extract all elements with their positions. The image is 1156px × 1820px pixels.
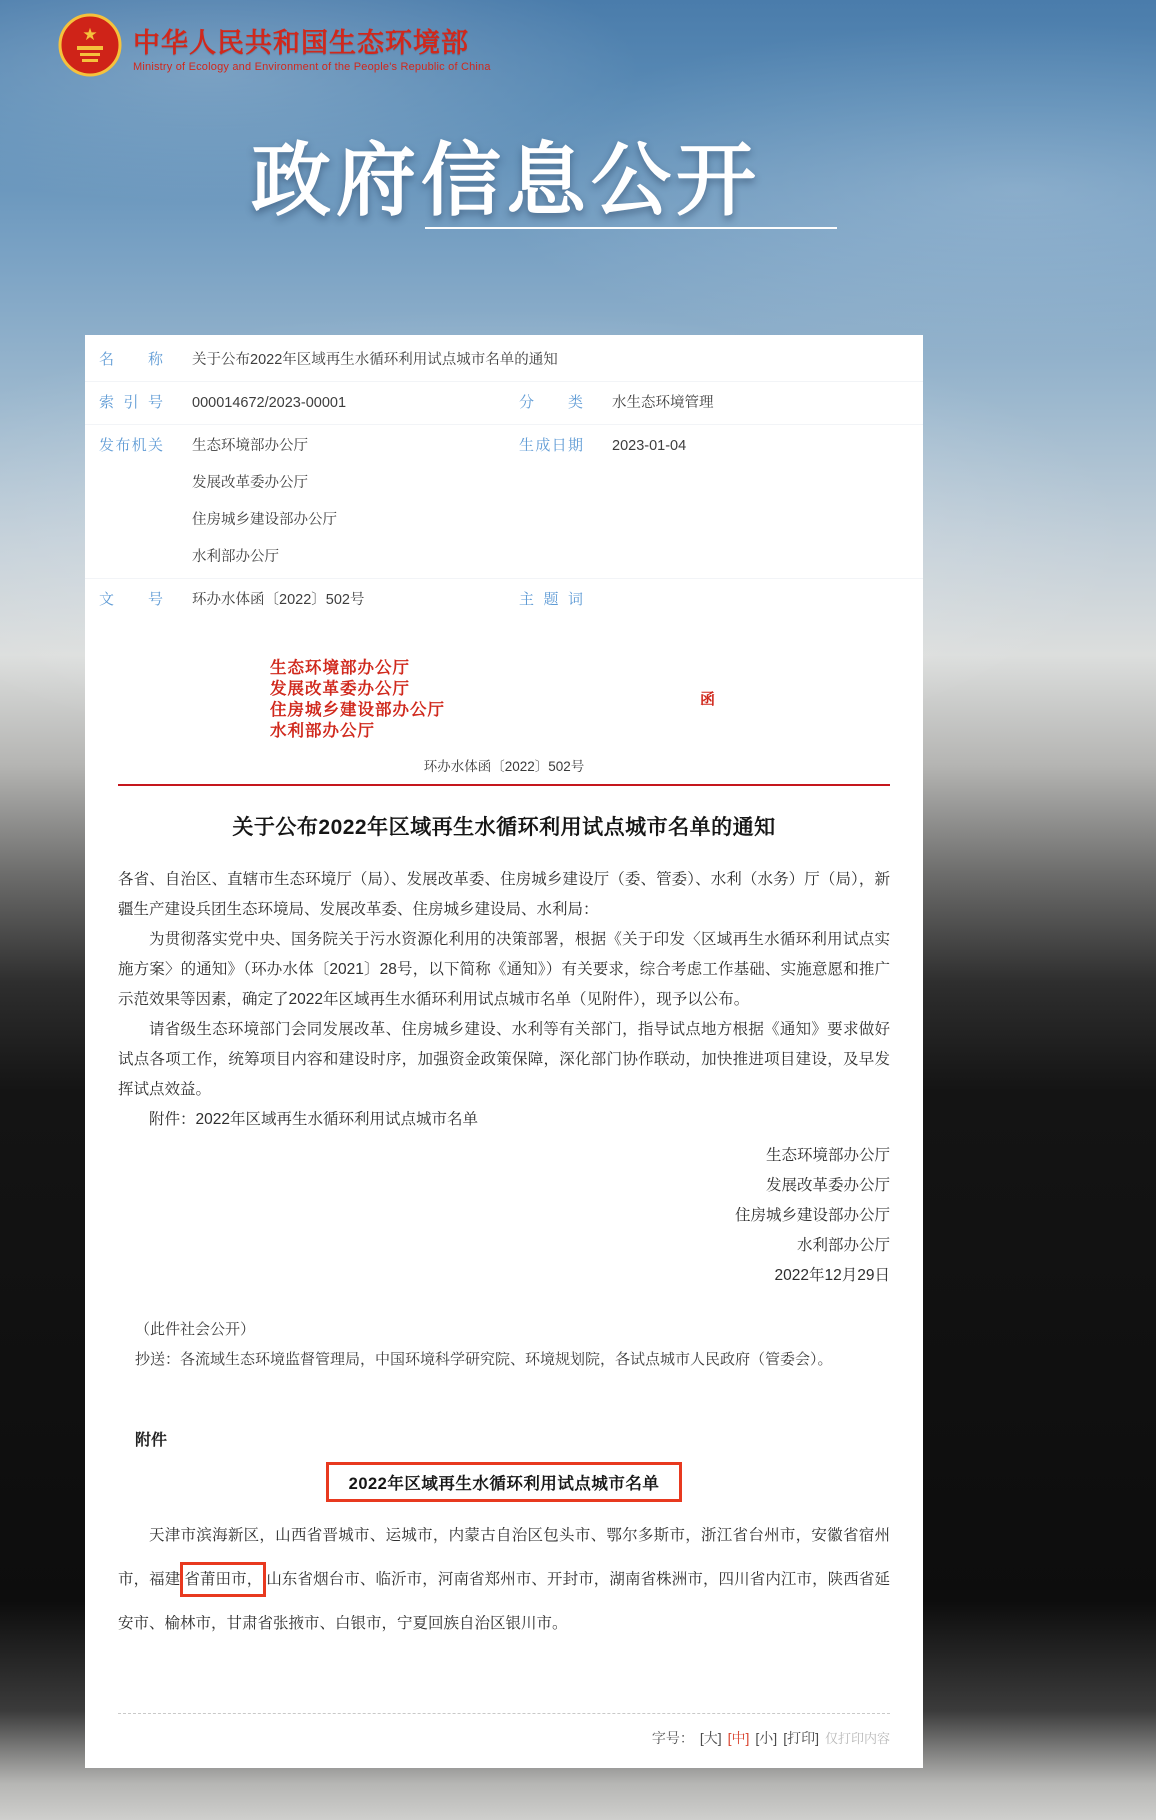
- meta-value-date: 2023-01-04: [612, 438, 687, 454]
- issuer-line: 发展改革委办公厅: [192, 475, 308, 491]
- pilot-city-list: [118, 1514, 890, 1646]
- document-body-card: [85, 622, 923, 1768]
- meta-label-docno: 文号: [99, 591, 163, 608]
- font-size-small-button[interactable]: [小]: [755, 1730, 778, 1746]
- document-number: 环办水体函〔2022〕502号: [423, 759, 585, 774]
- meta-value-subject: [598, 579, 622, 601]
- letterhead-agency: 水利部办公厅: [270, 722, 375, 740]
- city-list-segment: 天津市滨海新区，山西省晋城市、运城市，内蒙古自治区包头市、鄂尔多斯市，浙江省台州市，安徽省宿州市，福建: [118, 1527, 890, 1588]
- meta-label-index: 索引号: [99, 394, 163, 411]
- paragraph-recipients: 各省、自治区、直辖市生态环境厅（局）、发展改革委、住房城乡建设厅（委、管委）、水利（水务）厅（局），新疆生产建设兵团生态环境局、发展改革委、住房城乡建设局、水利局：: [118, 871, 890, 918]
- cc-line: 抄送：各流域生态环境监督管理局，中国环境科学研究院、环境规划院，各试点城市人民政府（管委会）。: [135, 1351, 833, 1368]
- national-emblem-icon: [57, 12, 123, 78]
- ministry-name-en: Ministry of Ecology and Environment of the People's Republic of China: [133, 61, 491, 73]
- meta-value-index: 000014672/2023-00001: [192, 395, 347, 411]
- signature-line: 生态环境部办公厅: [765, 1147, 890, 1164]
- title-underline: [425, 227, 837, 229]
- svg-text:★: ★: [82, 25, 98, 44]
- issuer-line: 住房城乡建设部办公厅: [192, 512, 337, 528]
- letterhead-agency: 发展改革委办公厅: [270, 680, 410, 698]
- annex-title-wrap: [118, 1462, 890, 1502]
- document-meta-table: [85, 335, 923, 629]
- print-button[interactable]: [打印]: [783, 1730, 819, 1746]
- font-size-large-button[interactable]: [大]: [699, 1730, 722, 1746]
- print-only-note: 仅打印内容: [824, 1731, 890, 1746]
- public-disclosure-note: （此件社会公开）: [135, 1321, 256, 1338]
- paragraph-body: 请省级生态环境部门会同发展改革、住房城乡建设、水利等有关部门，指导试点地方根据《通知》要求做好试点各项工作，统筹项目内容和建设时序，加强资金政策保障，深化部门协作联动，加快推进项目建设，及早发挥试点效益。: [118, 1021, 890, 1098]
- meta-row-name: [85, 339, 923, 382]
- meta-label-category: 分类: [519, 394, 583, 411]
- meta-label-issuer: 发布机关: [99, 437, 163, 454]
- meta-value-category: 水生态环境管理: [612, 395, 714, 411]
- document-title: 关于公布2022年区域再生水循环利用试点城市名单的通知: [232, 816, 776, 839]
- document-letterhead: [118, 658, 890, 742]
- red-rule-divider: [118, 784, 890, 786]
- issuer-line: 生态环境部办公厅: [192, 438, 308, 454]
- issuer-line: 水利部办公厅: [192, 549, 279, 565]
- signature-line: 水利部办公厅: [796, 1237, 890, 1254]
- document-footer: [118, 1713, 890, 1748]
- paragraph-attachment-ref: 附件：2022年区域再生水循环利用试点城市名单: [149, 1111, 478, 1128]
- document-text: [118, 865, 890, 1135]
- letterhead-agency: 生态环境部办公厅: [270, 659, 410, 677]
- meta-label-subject: 主题词: [519, 591, 583, 608]
- font-size-medium-button[interactable]: [中]: [727, 1730, 750, 1746]
- font-size-toolbar: [118, 1728, 890, 1748]
- page-title: 政府信息公开: [251, 136, 761, 225]
- meta-row-index: [85, 382, 923, 425]
- letterhead-han-character: 函: [700, 691, 716, 708]
- city-highlight-box: 省莆田市，: [180, 1562, 266, 1597]
- signature-line: 住房城乡建设部办公厅: [734, 1207, 890, 1224]
- meta-row-issuer: [85, 425, 923, 579]
- meta-value-issuer: [178, 425, 347, 578]
- annex-label: 附件: [135, 1432, 168, 1449]
- signature-line: 发展改革委办公厅: [765, 1177, 890, 1194]
- signature-block: [118, 1141, 890, 1291]
- paragraph-body: 为贯彻落实党中央、国务院关于污水资源化利用的决策部署，根据《关于印发〈区域再生水循环利用试点实施方案〉的通知》（环办水体〔2021〕28号，以下简称《通知》）有关要求，综合考虑工作基础、实施意愿和推广示范效果等因素，确定了2022年区域再生水循环利用试点城市名单（见附件），现予以公布。: [118, 931, 890, 1008]
- meta-value-docno: 环办水体函〔2022〕502号: [192, 592, 365, 608]
- meta-label-date: 生成日期: [519, 437, 583, 454]
- dashed-divider: [118, 1713, 890, 1714]
- font-size-label: 字号：: [651, 1730, 694, 1746]
- meta-value-name: 关于公布2022年区域再生水循环利用试点城市名单的通知: [192, 352, 558, 368]
- letterhead-agency: 住房城乡建设部办公厅: [270, 701, 445, 719]
- meta-row-docno: [85, 579, 923, 625]
- site-header-logo[interactable]: [57, 12, 491, 78]
- signature-date: 2022年12月29日: [774, 1267, 890, 1284]
- ministry-name-cn: 中华人民共和国生态环境部: [133, 28, 469, 58]
- annex-title-highlight-box: 2022年区域再生水循环利用试点城市名单: [326, 1462, 683, 1502]
- meta-label-name: 名称: [99, 351, 163, 368]
- city-list-segment: 山东省烟台市、临沂市，河南省郑州市、开封市，湖南省株洲市，四川省内江市，陕西省延安市、榆林市，甘肃省张掖市、白银市，宁夏回族自治区银川市。: [118, 1571, 890, 1632]
